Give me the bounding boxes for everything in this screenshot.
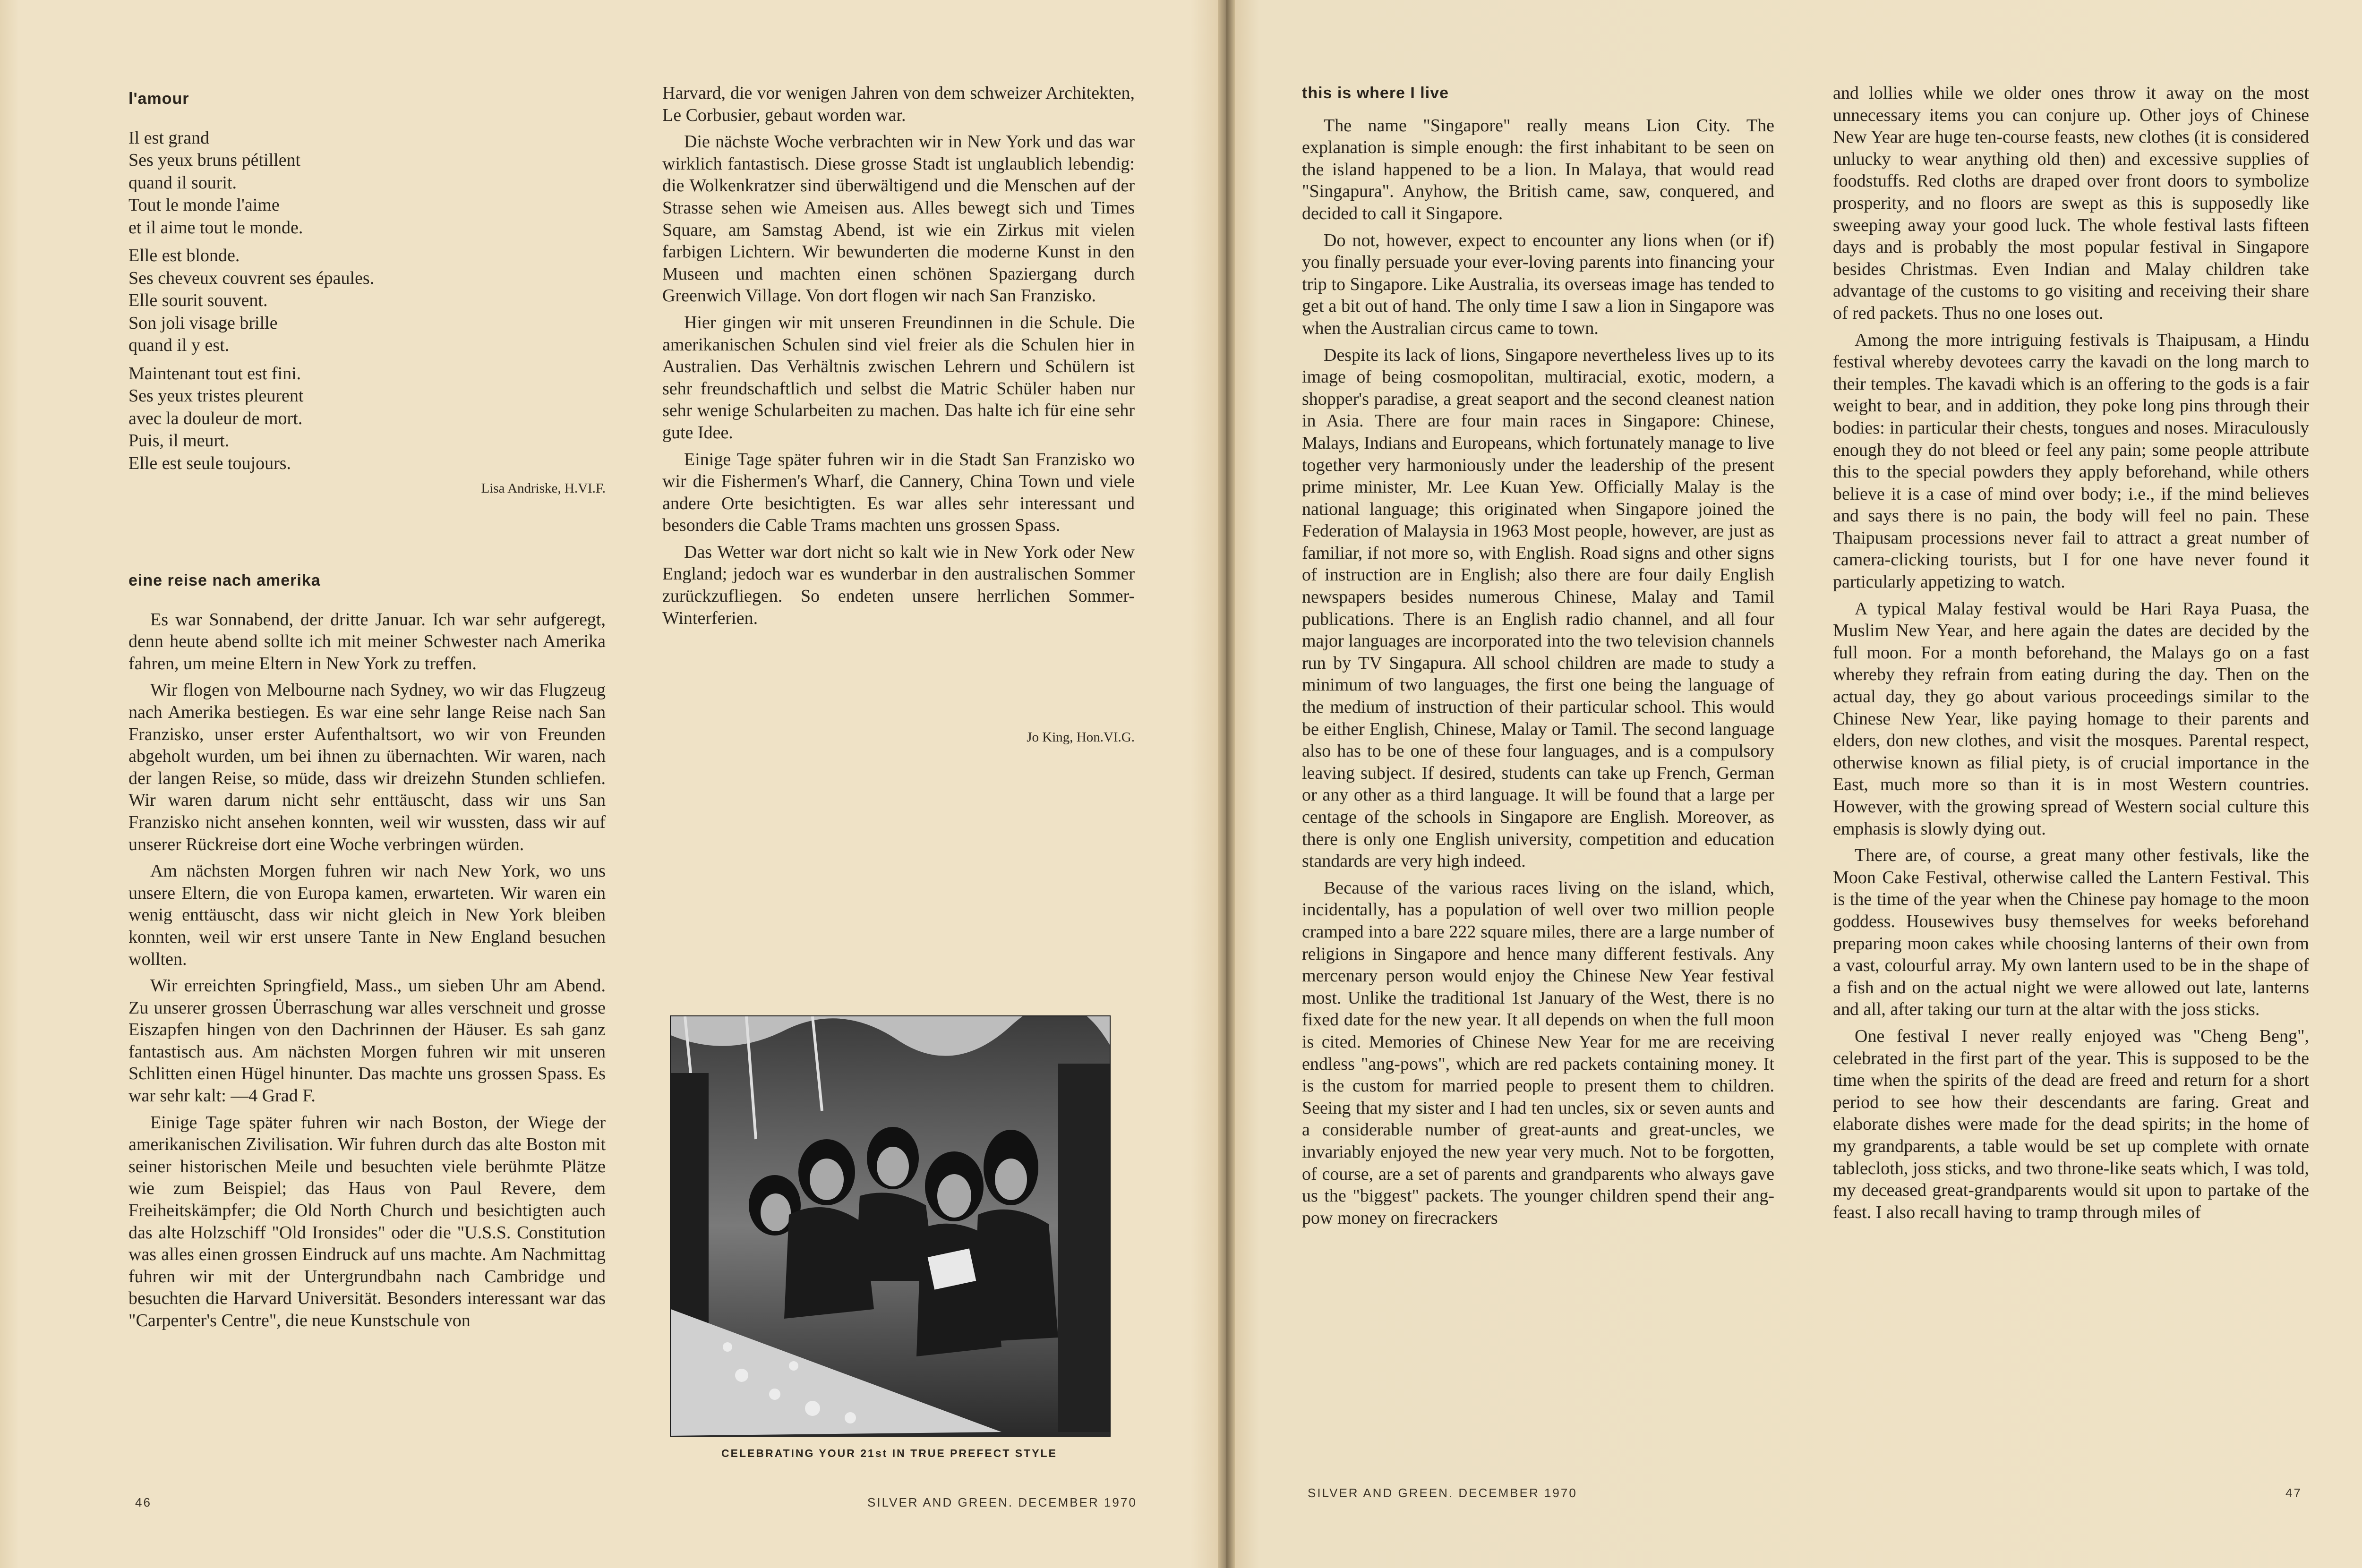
poem-line: quand il sourit. (128, 172, 237, 193)
poem-line: Elle est blonde. (128, 246, 240, 266)
poem-title: l'amour (128, 90, 189, 108)
article-paragraph: Harvard, die vor wenigen Jahren von dem schweizer Architekten, Le Corbusier, gebaut worden war. (662, 83, 1135, 125)
poem-line: Tout le monde l'aime (128, 195, 280, 215)
poem-line: Il est grand (128, 128, 209, 148)
poem-stanzas (128, 127, 606, 475)
poem-line: Elle est seule toujours. (128, 453, 291, 473)
article-paragraph: Einige Tage später fuhren wir nach Boston, der Wiege der amerikanischen Zivilisation. Wir fuhren durch das alte Boston mit seiner historischen Meile und besuchten viele berühmte Plätze wie zum Beispiel; das Haus von Paul Revere, dem Freiheitskämpfer; die Old North Church und besichtigten auch das alte Holzschiff "Old Ironsides" oder die "U.S.S. Constitution was alles einen grossen Eindruck auf uns machte. Am Nachmittag fuhren wir mit der Untergrundbahn nach Cambridge und besuchten die Harvard Universität. Besonders interessant war das "Carpenter's Centre", die neue Kunstschule von (128, 1112, 606, 1330)
photo-caption: CELEBRATING YOUR 21st IN TRUE PREFECT STYLE (721, 1447, 1057, 1459)
poem-stanza (128, 245, 606, 357)
right-page-number: 47 (2285, 1486, 2302, 1500)
german-article-column-2 (662, 82, 1135, 634)
article-paragraph: and lollies while we older ones throw it away on the most unnecessary items you can conjure up. Other joys of Chinese New Year are huge ten-course feasts, new clothes (it is considered unlucky to wear anything old then) and excessive supplies of foodstuffs. Red cloths are draped over front doors to symbolize prosperity, and no floors are swept as this is supposedly like sweeping away your good luck. The whole festival lasts fifteen days and is probably the most popular festival in Singapore besides Christmas. Even Indian and Malay children take advantage of the customs to go visiting and receiving their share of red packets. Thus no one loses out. (1833, 83, 2309, 323)
poem-line: et il aime tout le monde. (128, 217, 303, 238)
poem-line: Son joli visage brille (128, 313, 278, 333)
poem-line: Elle sourit souvent. (128, 290, 268, 311)
article-paragraph: Wir erreichten Springfield, Mass., um sieben Uhr am Abend. Zu unserer grossen Überraschung war alles verschneit und grosse Eiszapfen hingen von den Dachrinnen der Häuser. Es sah ganz fantastisch aus. Am nächsten Morgen fuhren wir mit unseren Schlitten einen Hügel hinunter. Das machte uns grossen Spass. Es war sehr kalt: —4 Grad F. (128, 976, 606, 1106)
article-paragraph: Do not, however, expect to encounter any lions when (or if) you finally persuade your ever-loving parents into financing your trip to Singapore. Like Australia, its overseas image has tended to get a bit out of hand. The only time I saw a lion in Singapore was when the Australian circus came to town. (1302, 230, 1774, 338)
prefect-photo (670, 1015, 1111, 1437)
left-page-number: 46 (135, 1495, 152, 1509)
article-paragraph: A typical Malay festival would be Hari Raya Puasa, the Muslim New Year, and here again the dates are decided by the full moon. For a month beforehand, the Malays go on a fast whereby they refrain from eating during the day. Then on the actual day, they go about various proceedings similar to the Chinese New Year, like paying homage to their parents and elders, don new clothes, and visit the mosques. Parental respect, otherwise known as filial piety, is of crucial importance in the East, much more so than it is in most Western countries. However, with the growing spread of Western social culture this emphasis is slowly dying out. (1833, 598, 2309, 839)
article-paragraph: Wir flogen von Melbourne nach Sydney, wo wir das Flugzeug nach Amerika bestiegen. Es war eine sehr lange Reise nach San Franzisko, unser erster Aufenthaltsort, wo wir von Freunden abgeholt wurden, um bei ihnen zu übernachten. Wir waren, nach der langen Reise, so müde, dass wir dreizehn Stunden schliefen. Wir waren darum nicht sehr enttäuscht, dass wir uns San Franzisko nicht ansehen konnten, weil wir wussten, dass wir auf unserer Rückreise dort eine Woche verbringen würden. (128, 680, 606, 854)
article-paragraph: Among the more intriguing festivals is Thaipusam, a Hindu festival whereby devotees carry the kavadi on the long march to their temples. The kavadi which is an offering to the gods is a fair weight to bear, and in addition, they poke long pins through their bodies: in particular their chests, tongues and noses. Miraculously enough they do not bleed or feel any pain; some people attribute this to the special powders they apply beforehand, while others believe it is a case of mind over body; i.e., if the mind believes and says there is no pain, the body will feel no pain. These Thaipusam processions never fail to attract a great number of camera-clicking tourists, but I for one have never found it particularly appetizing to watch. (1833, 330, 2309, 592)
poem-line: Puis, il meurt. (128, 431, 230, 451)
article-paragraph: Hier gingen wir mit unseren Freundinnen in die Schule. Die amerikanischen Schulen sind viel freier als die Schulen hier in Australien. Das Verhältnis zwischen Lehrern und Schülern ist sehr freundschaftlich und selbst die Matric Schüler haben nur sehr wenige Schularbeiten zu machen. Das halte ich für eine sehr gute Idee. (662, 312, 1135, 443)
article-paragraph: Because of the various races living on the island, which, incidentally, has a population of well over two million people cramped into a bare 222 square miles, there are a large number of religions in Singapore and hence many different festivals. Any mercenary person would enjoy the Chinese New Year festival most. Unlike the traditional 1st January of the West, there is no fixed date for the new year. It all depends on when the full moon is cited. Memories of Chinese New Year for me are receiving endless "ang-pows", which are red packets containing money. It is the custom for married people to present them to children. Seeing that my sister and I had ten uncles, six or seven aunts and a considerable number of great-aunts and great-uncles, we invariably enjoyed the new year very much. Not to be forgotten, of course, are a set of parents and grandparents who always gave us the "biggest" packets. The younger children spend their ang-pow money on firecrackers (1302, 878, 1774, 1228)
english-article-title: this is where I live (1302, 84, 1449, 102)
german-article-column-1 (128, 570, 606, 1337)
page-gutter (1218, 0, 1235, 1568)
poem-line: Ses yeux tristes pleurent (128, 386, 304, 406)
left-page-footer: SILVER AND GREEN. DECEMBER 1970 (867, 1495, 1137, 1509)
right-page-footer: SILVER AND GREEN. DECEMBER 1970 (1308, 1486, 1577, 1500)
german-article-author: Jo King, Hon.VI.G. (1027, 730, 1135, 745)
poem-line: avec la douleur de mort. (128, 408, 303, 428)
article-paragraph: Despite its lack of lions, Singapore nevertheless lives up to its image of being cosmopolitan, multiracial, exotic, modern, a shopper's paradise, a great seaport and the second cleanest nation in Asia. There are four main races in Singapore: Chinese, Malays, Indians and Europeans, which fortunately manage to live together very harmoniously under the leadership of the present prime minister, Mr. Lee Kuan Yew. Officially Malay is the national language; this originated when Singapore joined the Federation of Malaysia in 1963 Most people, however, are just as familiar, if not more so, with English. Road signs and other signs of instruction are in English; also there are four daily English newspapers besides numerous Chinese, Malay and Tamil publications. There is an English radio channel, and all four major languages are incorporated into the two television channels run by TV Singapura. All school children are made to study a minimum of two languages, the first one being the language of the medium of instruction of their particular school. This would be either English, Chinese, Malay or Tamil. The second language also has to be one of these four languages, and is a compulsory leaving subject. If desired, students can take up French, German or any other as a third language. It will be found that a large per centage of the schools in Singapore are English. Moreover, as there is only one English university, competition and education standards are very high indeed. (1302, 345, 1774, 871)
article-paragraph: Es war Sonnabend, der dritte Januar. Ich war sehr aufgeregt, denn heute abend sollte ich mit meiner Schwester nach Amerika fahren, um meine Eltern in New York zu treffen. (128, 609, 606, 673)
poem-line: quand il y est. (128, 335, 230, 356)
article-paragraph: Das Wetter war dort nicht so kalt wie in New York oder New England; jedoch war es wunderbar in den australischen Sommer zurückzufliegen. So endeten unsere herrlichen Sommer-Winterferien. (662, 542, 1135, 628)
poem-author: Lisa Andriske, H.VI.F. (481, 481, 606, 496)
poem-stanza (128, 127, 606, 239)
english-article-column-2 (1833, 82, 2309, 1228)
poem-line: Maintenant tout est fini. (128, 363, 301, 383)
poem-line: Ses cheveux couvrent ses épaules. (128, 268, 375, 288)
poem-stanza (128, 363, 606, 475)
article-paragraph: One festival I never really enjoyed was "Cheng Beng", celebrated in the first part of the year. This is supposed to be the time when the spirits of the dead are freed and return for a short period to see how their descendants are faring. Great and elaborate dishes were made for the dead spirits; in the home of my grandparents, a table would be set up complete with ornate tablecloth, joss sticks, and two throne-like seats which, I was told, my deceased great-grandparents would sit upon to partake of the feast. I also recall having to tramp through miles of (1833, 1026, 2309, 1222)
poem-block (128, 88, 606, 500)
german-article-title: eine reise nach amerika (128, 571, 321, 589)
article-paragraph: There are, of course, a great many other festivals, like the Moon Cake Festival, otherwise called the Lantern Festival. This is the time of the year when the Chinese pay homage to the moon goddess. Housewives busy themselves for weeks beforehand preparing moon cakes while choosing lanterns of their own from a vast, colourful array. My own lantern used to be in the shape of a fish and on the actual night we were allowed out late, lanterns and all, after taking our turn at the altar with the joss sticks. (1833, 845, 2309, 1020)
english-article-column-1 (1302, 82, 1774, 1234)
article-paragraph: Einige Tage später fuhren wir in die Stadt San Franzisko wo wir die Fishermen's Wharf, die Cannery, China Town und viele andere Orte besichtigten. Es war alles sehr interessant und besonders die Cable Trams machten uns grossen Spass. (662, 449, 1135, 536)
poem-line: Ses yeux bruns pétillent (128, 150, 301, 170)
photo-illustration (671, 1016, 1110, 1436)
article-paragraph: The name "Singapore" really means Lion City. The explanation is simple enough: the first inhabitant to be seen on the island happened to be a lion. In Malaya, that would read "Singapura". Anyhow, the British came, saw, conquered, and decided to call it Singapore. (1302, 115, 1774, 223)
article-paragraph: Die nächste Woche verbrachten wir in New York und das war wirklich fantastisch. Diese grosse Stadt ist unglaublich lebendig: die Wolkenkratzer sind überwältigend und die Menschen auf der Strasse sehen wie Ameisen aus. Alles bewegt sich und Times Square, am Samstag Abend, ist wie ein Zirkus mit vielen farbigen Lichtern. Wir bewunderten die moderne Kunst in den Museen und machten einen schönen Spaziergang durch Greenwich Village. Von dort flogen wir nach San Franzisko. (662, 132, 1135, 306)
article-paragraph: Am nächsten Morgen fuhren wir nach New York, wo uns unsere Eltern, die von Europa kamen, erwarteten. Wir waren ein wenig enttäuscht, dass wir nicht gleich in New York bleiben konnten, weil wir erst unsere Tante in New England besuchen wollten. (128, 861, 606, 969)
